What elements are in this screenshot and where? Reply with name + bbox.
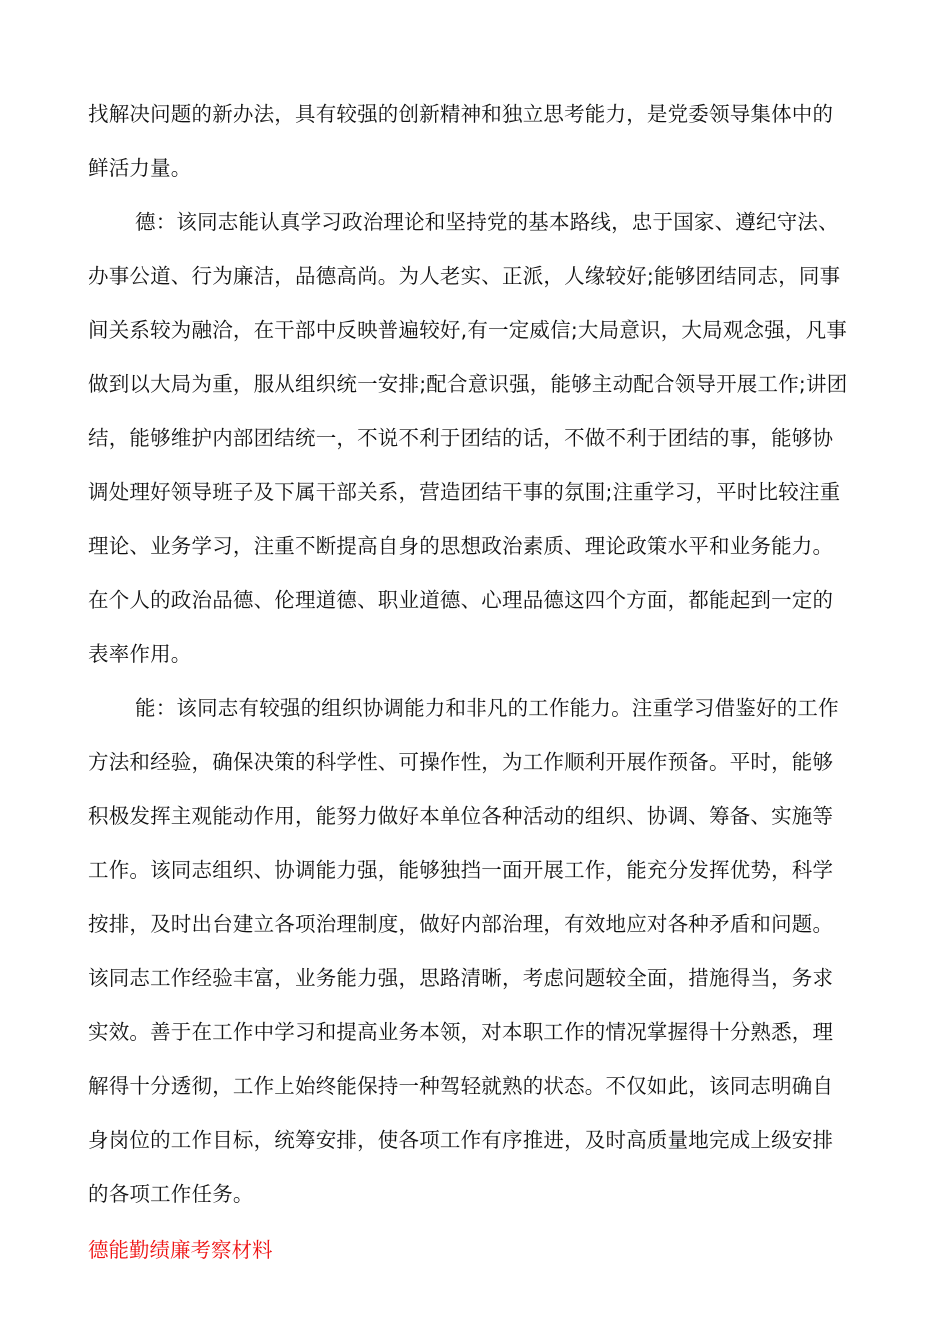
text-line: 做到以大局为重，服从组织统一安排;配合意识强，能够主动配合领导开展工作;讲团 (88, 372, 848, 396)
text-line: 间关系较为融洽，在干部中反映普遍较好,有一定威信;大局意识，大局观念强，凡事 (88, 318, 848, 342)
text-line: 能：该同志有较强的组织协调能力和非凡的工作能力。注重学习借鉴好的工作 (135, 696, 839, 720)
text-line: 调处理好领导班子及下属干部关系，营造团结干事的氛围;注重学习，平时比较注重 (88, 480, 841, 504)
text-line: 工作。该同志组织、协调能力强，能够独挡一面开展工作，能充分发挥优势，科学 (88, 858, 834, 882)
text-line: 德：该同志能认真学习政治理论和坚持党的基本路线，忠于国家、遵纪守法、 (135, 210, 839, 234)
text-line: 按排，及时出台建立各项治理制度，做好内部治理，有效地应对各种矛盾和问题。 (88, 912, 834, 936)
paragraph-1 (88, 94, 868, 202)
text-line: 鲜活力量。 (88, 156, 192, 180)
text-line: 解得十分透彻，工作上始终能保持一种驾轻就熟的状态。不仅如此，该同志明确自 (88, 1074, 834, 1098)
text-line: 理论、业务学习，注重不断提高自身的思想政治素质、理论政策水平和业务能力。 (88, 534, 834, 558)
text-line: 身岗位的工作目标，统筹安排，使各项工作有序推进，及时高质量地完成上级安排 (88, 1128, 834, 1152)
text-line: 表率作用。 (88, 642, 192, 666)
text-line: 实效。善于在工作中学习和提高业务本领，对本职工作的情况掌握得十分熟悉，理 (88, 1020, 834, 1044)
next-document-title: 德能勤绩廉考察材料 (88, 1238, 273, 1262)
text-line: 的各项工作任务。 (88, 1182, 254, 1206)
text-line: 积极发挥主观能动作用，能努力做好本单位各种活动的组织、协调、筹备、实施等 (88, 804, 834, 828)
text-line: 在个人的政治品德、伦理道德、职业道德、心理品德这四个方面，都能起到一定的 (88, 588, 834, 612)
text-line: 找解决问题的新办法，具有较强的创新精神和独立思考能力，是党委领导集体中的 (88, 102, 834, 126)
text-line: 结，能够维护内部团结统一，不说不利于团结的话，不做不利于团结的事，能够协 (88, 426, 834, 450)
document-body (88, 94, 868, 1274)
paragraph-ability (88, 688, 868, 1228)
text-line: 该同志工作经验丰富，业务能力强，思路清晰，考虑问题较全面，措施得当，务求 (88, 966, 834, 990)
text-line: 办事公道、行为廉洁，品德高尚。为人老实、正派，人缘较好;能够团结同志，同事 (88, 264, 841, 288)
text-line: 方法和经验，确保决策的科学性、可操作性，为工作顺利开展作预备。平时，能够 (88, 750, 834, 774)
paragraph-virtue (88, 202, 868, 688)
